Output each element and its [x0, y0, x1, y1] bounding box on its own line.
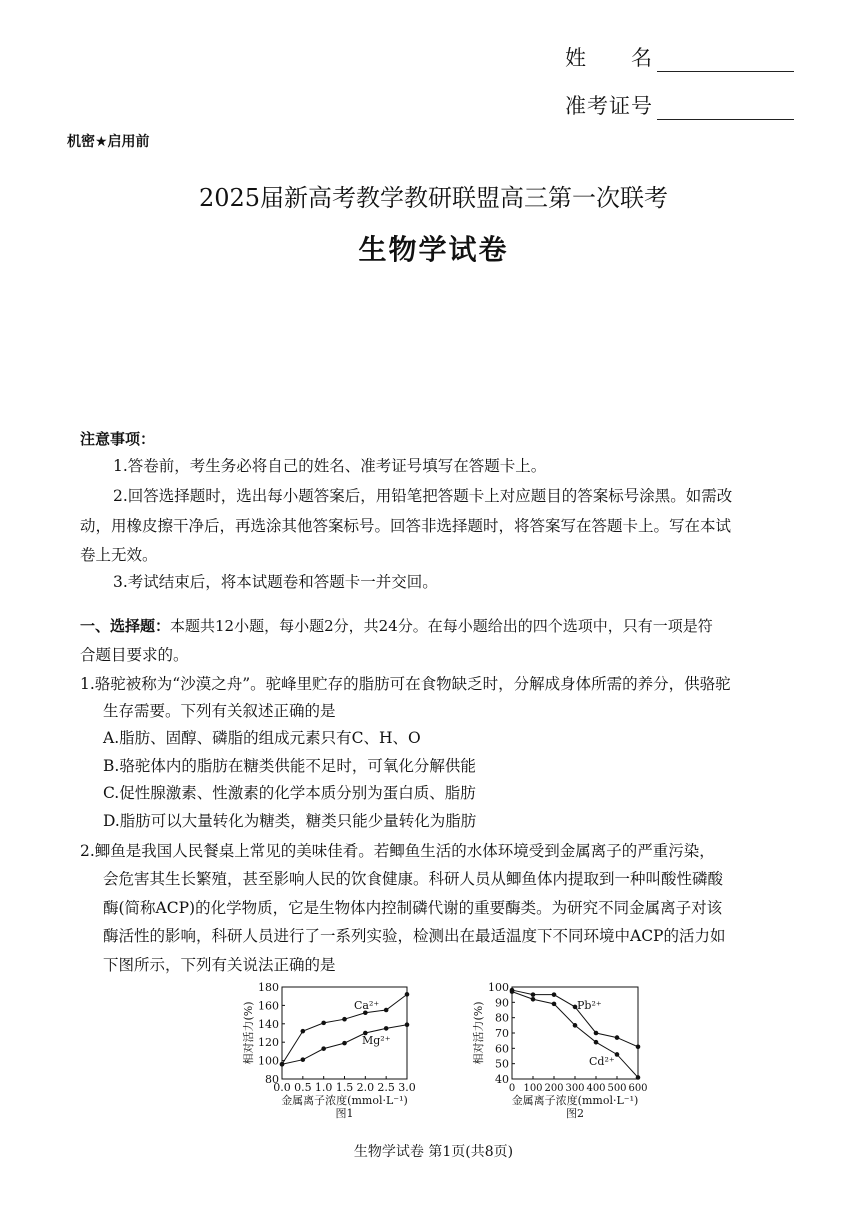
- series-label: Pb²⁺: [577, 999, 602, 1012]
- data-point: [342, 1041, 347, 1046]
- x-tick-label: 200: [544, 1083, 564, 1094]
- y-tick-label: 100: [488, 982, 509, 994]
- q2-line-5: 下图所示，下列有关说法正确的是: [103, 956, 336, 974]
- data-point: [510, 989, 515, 994]
- y-tick-label: 90: [495, 996, 509, 1010]
- note-3: 3.考试结束后，将本试题卷和答题卡一并交回。: [113, 573, 438, 591]
- data-point: [594, 1040, 599, 1045]
- y-tick-label: 80: [495, 1011, 509, 1025]
- data-point: [552, 1002, 557, 1007]
- y-tick-label: 140: [258, 1017, 279, 1031]
- q1-option-d: D.脂肪可以大量转化为糖类，糖类只能少量转化为脂肪: [103, 812, 477, 830]
- data-point: [636, 1045, 641, 1050]
- data-point: [552, 992, 557, 997]
- data-point: [531, 992, 536, 997]
- y-tick-label: 70: [495, 1027, 509, 1040]
- x-tick-label: 0.5: [294, 1081, 312, 1094]
- section-1-heading: 一、选择题：: [80, 617, 171, 635]
- x-tick-label: 300: [565, 1083, 585, 1094]
- exam-id-label: 准考证号: [565, 94, 653, 118]
- series-label: Mg²⁺: [362, 1034, 391, 1047]
- y-tick-label: 60: [495, 1042, 509, 1056]
- exam-subject: 生物学试卷: [358, 233, 509, 266]
- data-point: [636, 1075, 641, 1080]
- page-footer: 生物学试卷 第1页(共8页): [353, 1144, 514, 1160]
- x-tick-label: 500: [607, 1083, 627, 1094]
- x-tick-label: 0.0: [273, 1081, 291, 1094]
- x-tick-label: 1.0: [314, 1081, 333, 1094]
- exam-title: 2025届新高考教学教研联盟高三第一次联考: [198, 184, 669, 212]
- exam-id-blank: [657, 95, 794, 120]
- y-tick-label: 180: [258, 982, 279, 994]
- data-point: [301, 1057, 306, 1062]
- data-point: [384, 1008, 389, 1013]
- figure-caption: 图1: [335, 1107, 354, 1120]
- section-1-desc: 本题共12小题，每小题2分，共24分。在每小题给出的四个选项中，只有一项是符: [170, 617, 713, 635]
- note-1: 1.答卷前，考生务必将自己的姓名、准考证号填写在答题卡上。: [113, 457, 547, 475]
- q1-stem-2: 生存需要。下列有关叙述正确的是: [103, 702, 336, 720]
- x-tick-label: 600: [628, 1083, 648, 1094]
- q2-line-2: 会危害其生长繁殖，甚至影响人民的饮食健康。科研人员从鲫鱼体内提取到一种叫酸性磷酸: [103, 870, 724, 888]
- note-2c: 卷上无效。: [80, 546, 158, 564]
- figure-caption: 图2: [566, 1107, 584, 1120]
- section-1-intro: [80, 612, 713, 641]
- data-point: [384, 1026, 389, 1031]
- figure-2-chart: [465, 982, 665, 1128]
- q1-option-b: B.骆驼体内的脂肪在糖类供能不足时，可氧化分解供能: [103, 757, 476, 775]
- notes-heading: 注意事项：: [80, 430, 156, 448]
- data-point: [615, 1035, 620, 1040]
- name-field: [565, 42, 794, 72]
- q2-line-4: 酶活性的影响，科研人员进行了一系列实验，检测出在最适温度下不同环境中ACP的活力如: [103, 927, 726, 945]
- x-tick-label: 400: [586, 1083, 606, 1094]
- data-point: [280, 1062, 285, 1067]
- data-point: [405, 992, 410, 997]
- data-point: [573, 1023, 578, 1028]
- x-tick-label: 0: [508, 1083, 516, 1094]
- y-tick-label: 100: [258, 1054, 279, 1068]
- x-tick-label: 1.5: [335, 1081, 354, 1094]
- data-point: [301, 1029, 306, 1034]
- plot-frame: [512, 987, 638, 1079]
- q1-option-c: C.促性腺激素、性激素的化学本质分别为蛋白质、脂肪: [103, 784, 476, 802]
- data-point: [321, 1021, 326, 1026]
- series-label: Cd²⁺: [589, 1055, 615, 1068]
- q1-option-a: A.脂肪、固醇、磷脂的组成元素只有C、H、O: [103, 729, 421, 747]
- x-tick-label: 2.5: [377, 1081, 395, 1094]
- confidential-mark: 机密★启用前: [67, 134, 150, 150]
- q2-line-3: 酶(简称ACP)的化学物质，它是生物体内控制磷代谢的重要酶类。为研究不同金属离子对该: [103, 899, 723, 917]
- note-2b: 动，用橡皮擦干净后，再选涂其他答案标号。回答非选择题时，将答案写在答题卡上。写在本试: [80, 517, 732, 535]
- data-point: [405, 1022, 410, 1027]
- y-axis-label: 相对活力(%): [472, 1001, 485, 1065]
- q2-line-1: 2.鲫鱼是我国人民餐桌上常见的美味佳肴。若鲫鱼生活的水体环境受到金属离子的严重污染，: [80, 842, 715, 860]
- y-tick-label: 120: [258, 1036, 279, 1050]
- data-point: [531, 997, 536, 1002]
- x-tick-label: 3.0: [398, 1081, 416, 1094]
- data-point: [594, 1031, 599, 1036]
- section-1-desc-2: 合题目要求的。: [80, 646, 189, 664]
- figure-1-chart: [232, 982, 432, 1128]
- x-axis-label: 金属离子浓度(mmol·L⁻¹): [511, 1094, 639, 1107]
- data-point: [342, 1017, 347, 1022]
- q1-stem-1: 1.骆驼被称为“沙漠之舟”。驼峰里贮存的脂肪可在食物缺乏时，分解成身体所需的养分，供骆驼: [80, 675, 731, 693]
- x-axis-label: 金属离子浓度(mmol·L⁻¹): [281, 1094, 408, 1107]
- y-tick-label: 40: [495, 1073, 509, 1086]
- exam-id-field: [565, 90, 794, 120]
- y-tick-label: 80: [265, 1073, 279, 1086]
- plot-frame: [282, 987, 407, 1079]
- y-axis-label: 相对活力(%): [242, 1001, 255, 1065]
- data-point: [615, 1052, 620, 1057]
- x-tick-label: 2.0: [356, 1081, 375, 1094]
- y-tick-label: 50: [495, 1057, 509, 1071]
- x-tick-label: 100: [523, 1083, 543, 1094]
- y-tick-label: 160: [258, 999, 279, 1013]
- note-2a: 2.回答选择题时，选出每小题答案后，用铅笔把答题卡上对应题目的答案标号涂黑。如需改: [113, 487, 733, 505]
- series-label: Ca²⁺: [354, 999, 380, 1012]
- name-label: 姓 名: [565, 46, 653, 70]
- data-point: [321, 1046, 326, 1051]
- name-blank: [657, 47, 794, 72]
- series-line: [512, 992, 638, 1078]
